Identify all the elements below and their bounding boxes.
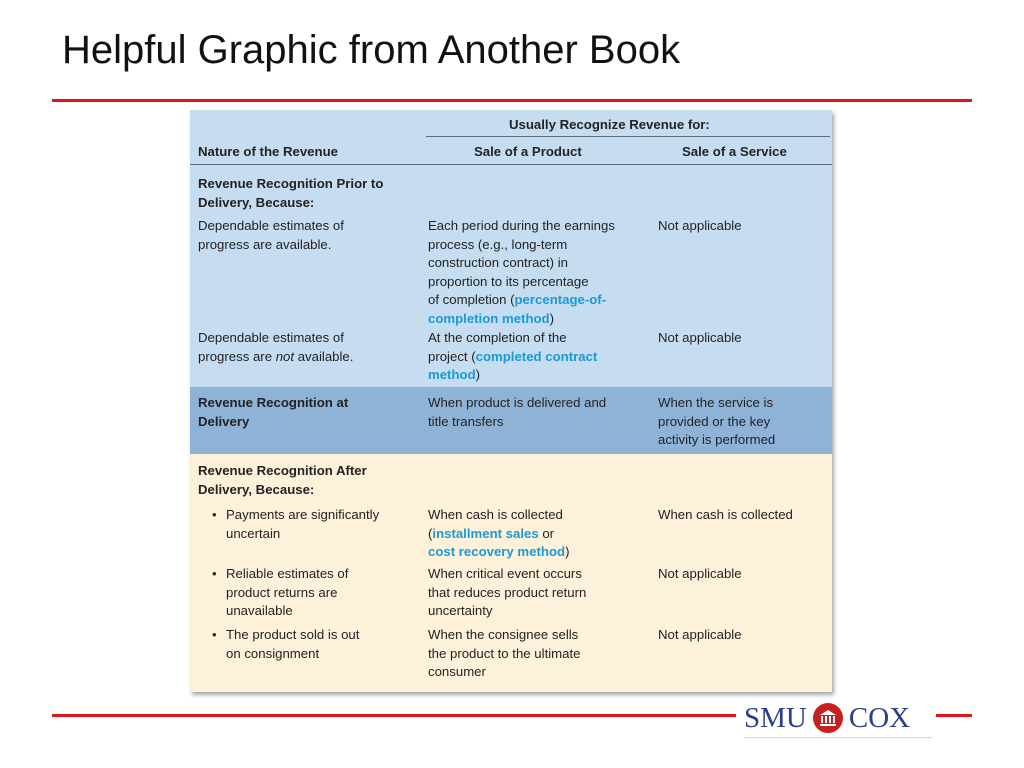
text-line: the product to the ultimate (428, 645, 581, 661)
building-icon (818, 709, 838, 727)
at-heading-line1: Revenue Recognition at (198, 395, 349, 410)
bullet: • (212, 627, 217, 642)
bullet: • (212, 507, 217, 522)
title-divider (52, 99, 972, 102)
col-header-nature: Nature of the Revenue (198, 144, 338, 159)
term-installment-sales: installment sales (432, 525, 539, 541)
text-span: or (538, 525, 555, 541)
text-span: The product sold is out (226, 627, 360, 642)
header-rule (190, 164, 832, 165)
term-method: method (428, 367, 476, 382)
prior-row2-service: Not applicable (658, 330, 742, 345)
text-span: ( (428, 525, 433, 541)
term-completion-method: completion method (428, 310, 550, 326)
text-line: uncertain (226, 525, 281, 541)
text-line: At the completion of the (428, 330, 567, 345)
text-line: that reduces product return (428, 584, 587, 600)
term-cost-recovery-method: cost recovery method (428, 544, 566, 559)
term-percentage-of-completion: percentage-of- (514, 292, 607, 307)
text-span: ) (549, 310, 555, 326)
text-line: When the service is (658, 395, 774, 410)
text-line (212, 506, 379, 525)
text-line: When critical event occurs (428, 566, 582, 581)
at-heading (198, 394, 348, 431)
after-heading (198, 462, 367, 499)
prior-heading-line1: Revenue Recognition Prior to (198, 176, 384, 191)
text-line: title transfers (428, 413, 504, 429)
text-line (428, 366, 597, 385)
col-header-service: Sale of a Service (682, 144, 787, 159)
text-line: process (e.g., long-term (428, 236, 568, 252)
prior-row2-nature (198, 329, 353, 366)
footer-divider-right (936, 714, 972, 717)
prior-row1-service: Not applicable (658, 218, 742, 233)
prior-heading-line2: Delivery, Because: (198, 194, 315, 210)
text-line: provided or the key (658, 413, 771, 429)
text-line (428, 310, 615, 329)
bullet: • (212, 566, 217, 581)
at-service (658, 394, 775, 450)
after-row1-product (428, 506, 569, 562)
after-row2-service: Not applicable (658, 566, 742, 581)
building-seal-icon (813, 703, 843, 733)
after-row3-service: Not applicable (658, 627, 742, 642)
text-line (198, 348, 353, 367)
text-line (428, 291, 615, 310)
after-row3-nature (212, 626, 359, 663)
text-span: ) (475, 367, 481, 382)
text-line: When cash is collected (428, 507, 563, 522)
text-span: progress are (198, 348, 276, 364)
prior-row2-product (428, 329, 597, 385)
text-line: construction contract) in (428, 255, 568, 270)
text-line: unavailable (226, 603, 293, 618)
group-header-rule (426, 136, 830, 137)
group-header: Usually Recognize Revenue for: (509, 117, 710, 132)
text-line: proportion to its percentage (428, 273, 589, 289)
text-line: Dependable estimates of (198, 330, 344, 345)
text-line: product returns are (226, 584, 338, 600)
after-row1-nature (212, 506, 379, 543)
emphasis-text: not (275, 348, 295, 364)
logo-text-smu: SMU (744, 701, 807, 734)
logo-text-cox: COX (848, 701, 911, 734)
text-line: consumer (428, 664, 486, 679)
footer-divider-left (52, 714, 736, 717)
text-span: available. (294, 348, 354, 364)
text-line: Dependable estimates of (198, 218, 344, 233)
text-span: of completion ( (428, 292, 515, 307)
prior-heading (198, 175, 383, 212)
revenue-recognition-table (190, 110, 832, 692)
at-heading-line2: Delivery (198, 413, 250, 429)
text-line (428, 525, 569, 544)
after-row3-product (428, 626, 580, 682)
col-header-product: Sale of a Product (474, 144, 582, 159)
after-row2-nature (212, 565, 348, 621)
prior-row1-nature (198, 217, 344, 254)
text-line: uncertainty (428, 603, 493, 618)
text-line: on consignment (226, 645, 320, 661)
text-line (212, 565, 348, 584)
after-row2-product (428, 565, 586, 621)
logo-underline (744, 737, 932, 738)
term-completed-contract: completed contract (475, 348, 598, 364)
text-line (212, 626, 359, 645)
text-span: ) (565, 544, 570, 559)
text-line: activity is performed (658, 432, 776, 447)
text-line: Each period during the earnings (428, 218, 615, 233)
text-span: Reliable estimates of (226, 566, 349, 581)
after-heading-line1: Revenue Recognition After (198, 463, 367, 478)
text-line: When product is delivered and (428, 395, 607, 410)
after-heading-line2: Delivery, Because: (198, 481, 315, 497)
text-span: Payments are significantly (226, 507, 380, 522)
slide-title: Helpful Graphic from Another Book (62, 28, 681, 72)
text-line (428, 348, 597, 367)
after-row1-service: When cash is collected (658, 507, 793, 522)
smu-cox-logo (744, 698, 932, 738)
text-line: When the consignee sells (428, 627, 579, 642)
text-line (428, 543, 569, 562)
text-span: project ( (428, 348, 476, 364)
at-product (428, 394, 606, 431)
prior-row1-product (428, 217, 615, 328)
text-line: progress are available. (198, 236, 332, 252)
